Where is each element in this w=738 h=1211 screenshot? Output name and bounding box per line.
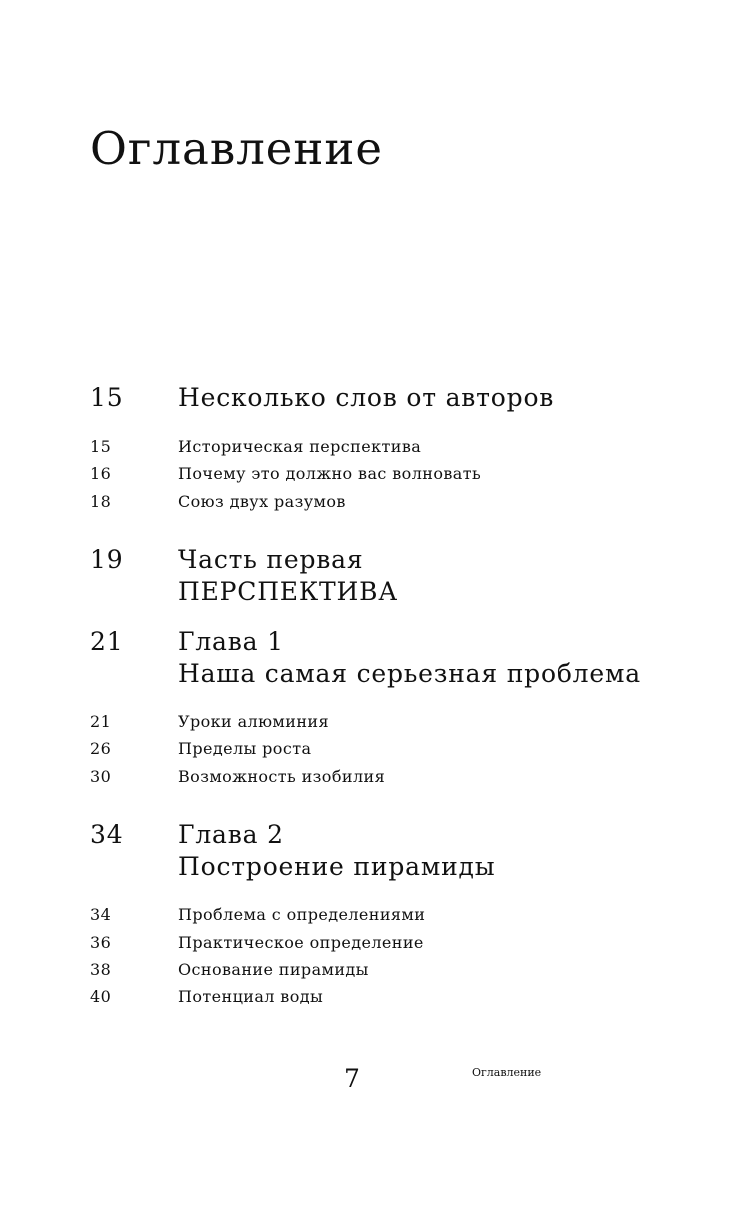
toc-item-title: Потенциал воды: [178, 987, 324, 1006]
toc-item-title: Пределы роста: [178, 739, 312, 758]
toc-page-number: 15: [90, 437, 112, 456]
toc-item-title: Основание пирамиды: [178, 960, 369, 979]
page-number: 7: [344, 1064, 360, 1093]
part-label: Часть первая: [178, 545, 364, 574]
running-head: Оглавление: [472, 1066, 542, 1079]
toc-page-number: 18: [90, 492, 112, 511]
toc-item-title: Практическое определение: [178, 933, 424, 952]
toc-page-number: 30: [90, 767, 112, 786]
toc-item-title: Проблема с определениями: [178, 905, 426, 924]
toc-page-number: 21: [90, 627, 124, 656]
toc-page-number: 34: [90, 905, 112, 924]
toc-page-number: 34: [90, 820, 124, 849]
toc-part-heading: [178, 544, 398, 608]
toc-chapter-heading: [178, 626, 641, 690]
toc-page-number: 21: [90, 712, 112, 731]
toc-page-number: 16: [90, 464, 112, 483]
toc-page-number: 38: [90, 960, 112, 979]
chapter-label: Глава 2: [178, 820, 284, 849]
toc-section-title: Несколько слов от авторов: [178, 383, 555, 412]
chapter-label: Глава 1: [178, 627, 284, 656]
toc-item-title: Уроки алюминия: [178, 712, 329, 731]
toc-item-title: Почему это должно вас волновать: [178, 464, 482, 483]
toc-page-number: 19: [90, 545, 124, 574]
toc-page-number: 26: [90, 739, 112, 758]
toc-page-number: 15: [90, 383, 124, 412]
toc-item-title: Историческая перспектива: [178, 437, 422, 456]
toc-chapter-heading: [178, 819, 495, 883]
chapter-title: Наша самая серьезная проблема: [178, 659, 641, 688]
chapter-title: Построение пирамиды: [178, 852, 496, 881]
toc-page-number: 40: [90, 987, 112, 1006]
toc-item-title: Союз двух разумов: [178, 492, 346, 511]
page-title: Оглавление: [90, 122, 384, 176]
toc-item-title: Возможность изобилия: [178, 767, 386, 786]
part-title: ПЕРСПЕКТИВА: [178, 577, 398, 606]
toc-page-number: 36: [90, 933, 112, 952]
